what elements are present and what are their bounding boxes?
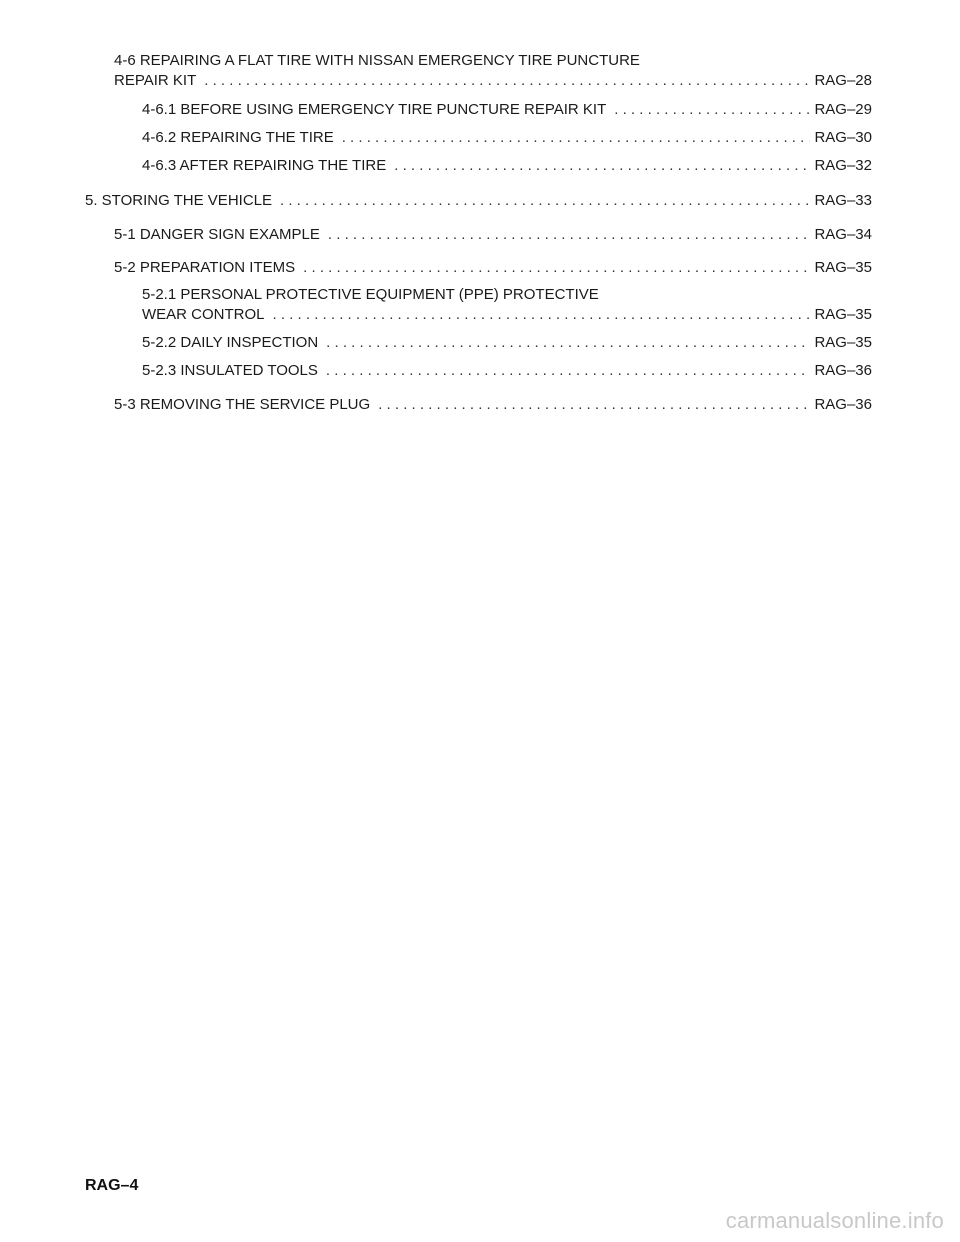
toc-entry-page: RAG–35 (814, 259, 872, 276)
dot-leader (342, 128, 811, 148)
toc-entry-heading-line: 4-6 REPAIRING A FLAT TIRE WITH NISSAN EMERGENCY TIRE PUNCTURE (114, 52, 640, 69)
toc-entry-5-3[interactable] (114, 395, 872, 415)
toc-entry-page: RAG–34 (814, 226, 872, 243)
dot-leader (394, 156, 810, 176)
dot-leader (326, 333, 810, 353)
toc-entry-page: RAG–32 (814, 157, 872, 174)
toc-entry-title: 4-6.2 REPAIRING THE TIRE (142, 129, 334, 146)
dot-leader (378, 395, 810, 415)
toc-entry-title: WEAR CONTROL (142, 306, 265, 323)
toc-entry-title: 5-3 REMOVING THE SERVICE PLUG (114, 396, 371, 413)
toc-entry-title: 5. STORING THE VEHICLE (85, 192, 272, 209)
toc-entry-title: REPAIR KIT (114, 72, 197, 89)
watermark: carmanualsonline.info (725, 1208, 944, 1233)
toc-entry-5-2-2[interactable] (142, 333, 872, 353)
dot-leader (326, 361, 811, 381)
toc-entry-4-6-2[interactable] (142, 128, 872, 148)
toc-entry-page: RAG–33 (814, 192, 872, 209)
dot-leader (273, 305, 811, 325)
toc-entry-5-2[interactable] (114, 258, 872, 278)
toc-entry-title: 5-1 DANGER SIGN EXAMPLE (114, 226, 320, 243)
toc-entry-page: RAG–36 (814, 362, 872, 379)
dot-leader (280, 191, 810, 211)
toc-entry-4-6-1[interactable] (142, 100, 872, 120)
toc-entry-title: 5-2 PREPARATION ITEMS (114, 259, 296, 276)
toc-entry-4-6-3[interactable] (142, 156, 872, 176)
dot-leader (614, 100, 810, 120)
toc-entry-page: RAG–35 (814, 306, 872, 323)
toc-entry-5-2-1[interactable] (142, 285, 872, 325)
toc-entry-page: RAG–28 (814, 72, 872, 89)
toc-entry-5[interactable] (85, 191, 872, 211)
dot-leader (303, 258, 810, 278)
toc-entry-page: RAG–29 (814, 101, 872, 118)
toc-entry-5-2-3[interactable] (142, 361, 872, 381)
toc-entry-title: 4-6.1 BEFORE USING EMERGENCY TIRE PUNCTURE REPAIR KIT (142, 101, 607, 118)
dot-leader (204, 71, 810, 91)
toc-entry-title: 5-2.3 INSULATED TOOLS (142, 362, 318, 379)
page-number: RAG–4 (85, 1177, 139, 1194)
toc-entry-page: RAG–30 (814, 129, 872, 146)
toc-entry-page: RAG–35 (814, 334, 872, 351)
toc-entry-title: 5-2.2 DAILY INSPECTION (142, 334, 319, 351)
toc-entry-page: RAG–36 (814, 396, 872, 413)
toc-entry-5-1[interactable] (114, 225, 872, 245)
toc-entry-4-6[interactable] (114, 51, 872, 91)
dot-leader (328, 225, 811, 245)
toc-entry-heading-line: 5-2.1 PERSONAL PROTECTIVE EQUIPMENT (PPE) PROTECTIVE (142, 286, 599, 303)
toc-entry-title: 4-6.3 AFTER REPAIRING THE TIRE (142, 157, 387, 174)
